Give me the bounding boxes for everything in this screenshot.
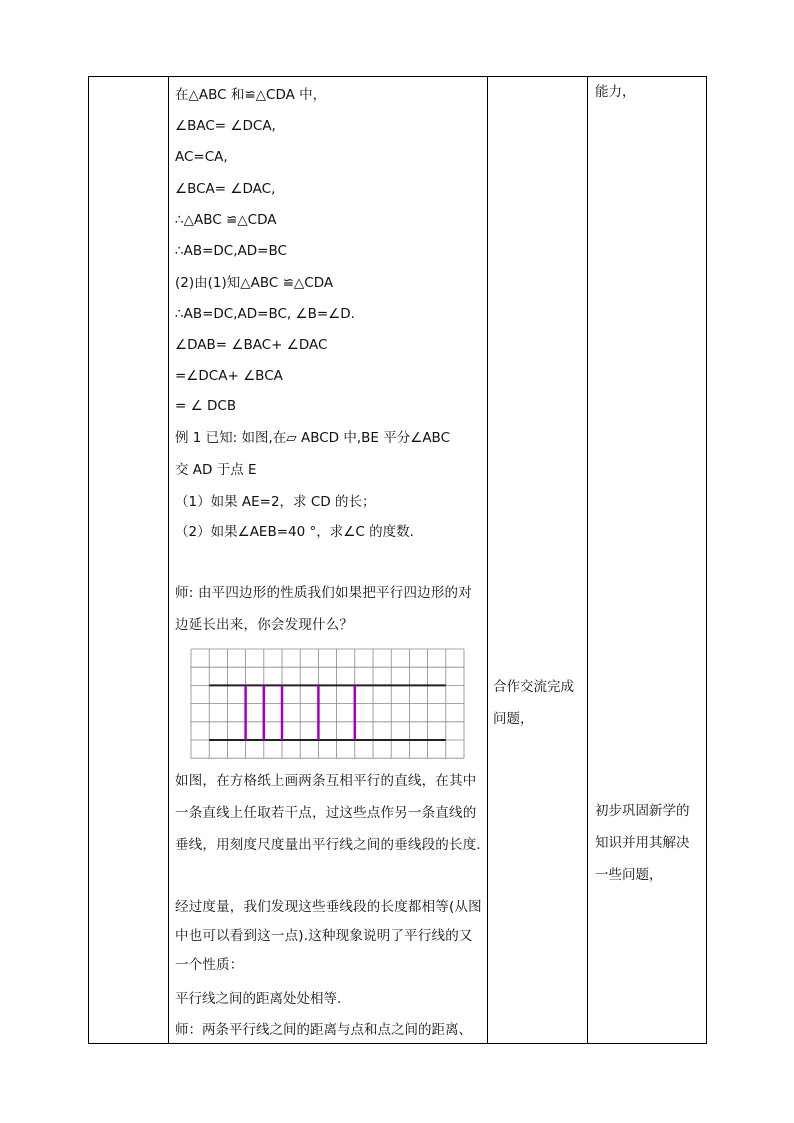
column-divider — [587, 77, 588, 1043]
column-divider — [168, 77, 169, 1043]
question-2: （2）如果∠AEB=40 °，求∠C 的度数. — [175, 524, 414, 540]
proof-line: ∴AB=DC,AD=BC, ∠B=∠D. — [175, 306, 355, 322]
proof-line: = ∠ DCB — [175, 398, 237, 414]
activity-text: 合作交流完成问题， — [493, 679, 574, 727]
example-title: 例 1 已知: 如图,在▱ ABCD 中,BE 平分∠ABC — [175, 430, 451, 446]
grid-paper-figure — [189, 647, 489, 759]
teacher-prompt: 师: 由平四边形的性质我们如果把平行四边形的对边延长出来，你会发现什么？ — [175, 585, 472, 633]
proof-line: (2)由(1)知△ABC ≌△CDA — [175, 275, 334, 291]
proof-line: ∴AB=DC,AD=BC — [175, 243, 287, 259]
proof-line: ∠BAC= ∠DCA, — [175, 118, 276, 134]
proof-line: ∠BCA= ∠DAC, — [175, 181, 276, 197]
example-continuation: 交 AD 于点 E — [175, 462, 257, 478]
column-divider — [487, 77, 488, 1043]
question-1: （1）如果 AE=2，求 CD 的长； — [175, 494, 376, 510]
teacher-followup: 师：两条平行线之间的距离与点和点之间的距离、 — [175, 1022, 472, 1038]
intent-text-top: 能力， — [595, 84, 636, 100]
property-statement: 平行线之间的距离处处相等. — [175, 991, 342, 1007]
proof-line: ∴△ABC ≌△CDA — [175, 212, 277, 228]
proof-line: 在△ABC 和≌△CDA 中， — [175, 87, 327, 103]
grid-lines — [191, 649, 464, 758]
proof-line: =∠DCA+ ∠BCA — [175, 368, 283, 384]
proof-line: AC=CA, — [175, 149, 228, 165]
proof-line: ∠DAB= ∠BAC+ ∠DAC — [175, 337, 328, 353]
intent-text-goal: 初步巩固新学的知识并用其解决一些问题， — [595, 803, 690, 883]
measurement-paragraph: 经过度量，我们发现这些垂线段的长度都相等(从图中也可以看到这一点).这种现象说明了平行线的又一个性质： — [175, 899, 482, 973]
lesson-table — [88, 76, 707, 1044]
explanation-paragraph: 如图，在方格纸上画两条互相平行的直线，在其中一条直线上任取若干点，过这些点作另一条直线的垂线，用刻度尺度量出平行线之间的垂线段的长度. — [175, 773, 481, 853]
